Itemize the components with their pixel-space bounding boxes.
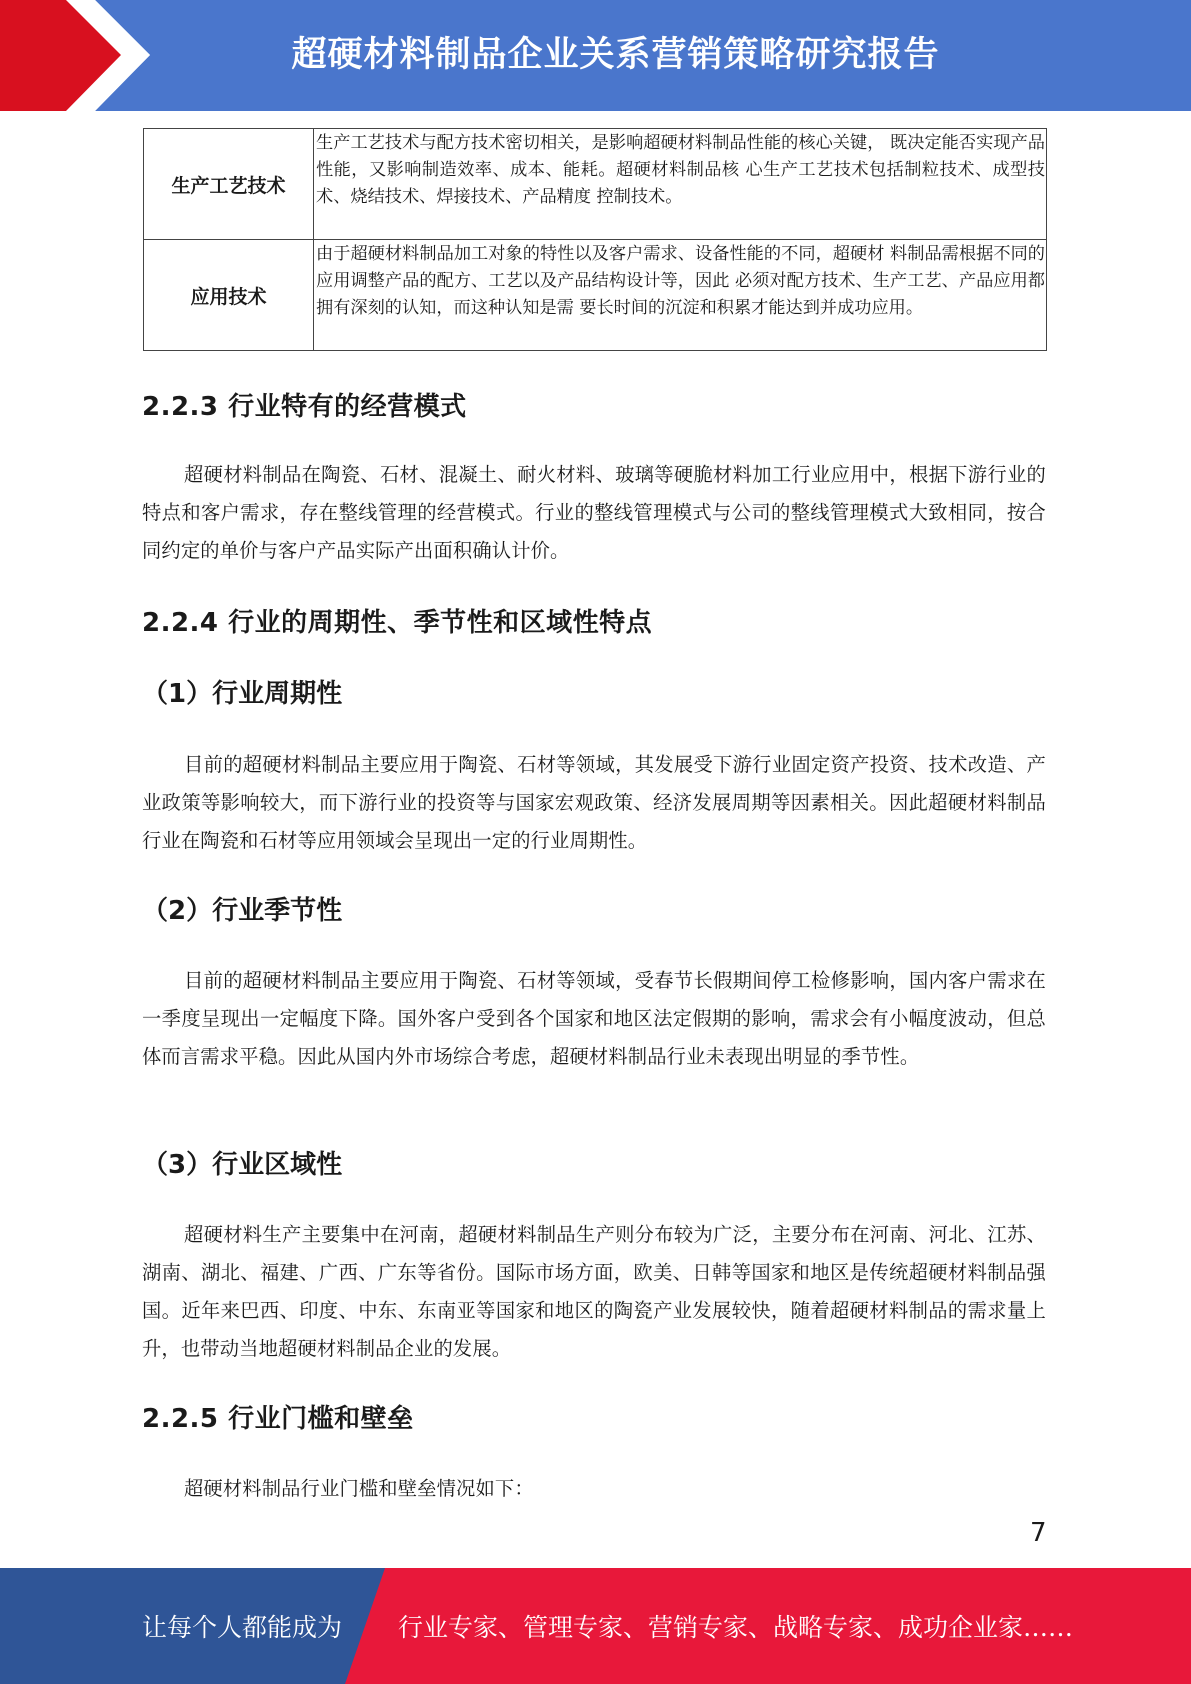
- header-banner: [0, 0, 1191, 111]
- table-row-label: 应用技术: [144, 240, 314, 351]
- footer-slogan-left: 让每个人都能成为: [142, 1613, 343, 1642]
- section-paragraph: 超硬材料生产主要集中在河南，超硬材料制品生产则分布较为广泛，主要分布在河南、河北、江苏、湖南、湖北、福建、广西、广东等省份。国际市场方面，欧美、日韩等国家和地区是传统超硬材料制品强国。近年来巴西、印度、中东、东南亚等国家和地区的陶瓷产业发展较快，随着超硬材料制品的需求量上升，也带动当地超硬材料制品企业的发展。: [142, 1223, 1046, 1360]
- section-heading-2-2-3: 2.2.3 行业特有的经营模式: [142, 392, 467, 422]
- technology-table: [143, 128, 1047, 351]
- page-number: 7: [1030, 1518, 1047, 1548]
- subsection-heading-regionality: （3）行业区域性: [142, 1150, 343, 1180]
- table-row-text: 由于超硬材料制品加工对象的特性以及客户需求、设备性能的不同，超硬材 料制品需根据不同的应用调整产品的配方、工艺以及产品结构设计等，因此 必须对配方技术、生产工艺、产品应用都拥有深刻的认知，而这种认知是需 要长时间的沉淀和积累才能达到并成功应用。: [314, 240, 1047, 351]
- section-paragraph: 目前的超硬材料制品主要应用于陶瓷、石材等领域，其发展受下游行业固定资产投资、技术改造、产业政策等影响较大，而下游行业的投资等与国家宏观政策、经济发展周期等因素相关。因此超硬材料制品行业在陶瓷和石材等应用领域会呈现出一定的行业周期性。: [142, 753, 1046, 852]
- footer-banner: [0, 1568, 1191, 1684]
- section-heading-2-2-5: 2.2.5 行业门槛和壁垒: [142, 1404, 414, 1434]
- table-row: [144, 240, 1047, 351]
- subsection-heading-seasonality: （2）行业季节性: [142, 896, 343, 926]
- table-row-text: 生产工艺技术与配方技术密切相关，是影响超硬材料制品性能的核心关键， 既决定能否实现产品性能，又影响制造效率、成本、能耗。超硬材料制品核 心生产工艺技术包括制粒技术、成型技术、烧结技术、焊接技术、产品精度 控制技术。: [314, 129, 1047, 240]
- table-row-label: 生产工艺技术: [144, 129, 314, 240]
- report-title: 超硬材料制品企业关系营销策略研究报告: [291, 35, 940, 75]
- header-arrow-decoration: [0, 0, 150, 111]
- subsection-heading-cyclicality: （1）行业周期性: [142, 679, 343, 709]
- section-paragraph: 超硬材料制品在陶瓷、石材、混凝土、耐火材料、玻璃等硬脆材料加工行业应用中，根据下游行业的特点和客户需求，存在整线管理的经营模式。行业的整线管理模式与公司的整线管理模式大致相同，按合同约定的单价与客户产品实际产出面积确认计价。: [142, 463, 1046, 562]
- section-paragraph: 目前的超硬材料制品主要应用于陶瓷、石材等领域，受春节长假期间停工检修影响，国内客户需求在一季度呈现出一定幅度下降。国外客户受到各个国家和地区法定假期的影响，需求会有小幅度波动，但总体而言需求平稳。因此从国内外市场综合考虑，超硬材料制品行业未表现出明显的季节性。: [142, 969, 1046, 1068]
- footer-slogan-right: 行业专家、管理专家、营销专家、战略专家、成功企业家……: [398, 1613, 1074, 1642]
- section-paragraph: 超硬材料制品行业门槛和壁垒情况如下：: [184, 1477, 534, 1500]
- section-heading-2-2-4: 2.2.4 行业的周期性、季节性和区域性特点: [142, 608, 653, 638]
- table-row: [144, 129, 1047, 240]
